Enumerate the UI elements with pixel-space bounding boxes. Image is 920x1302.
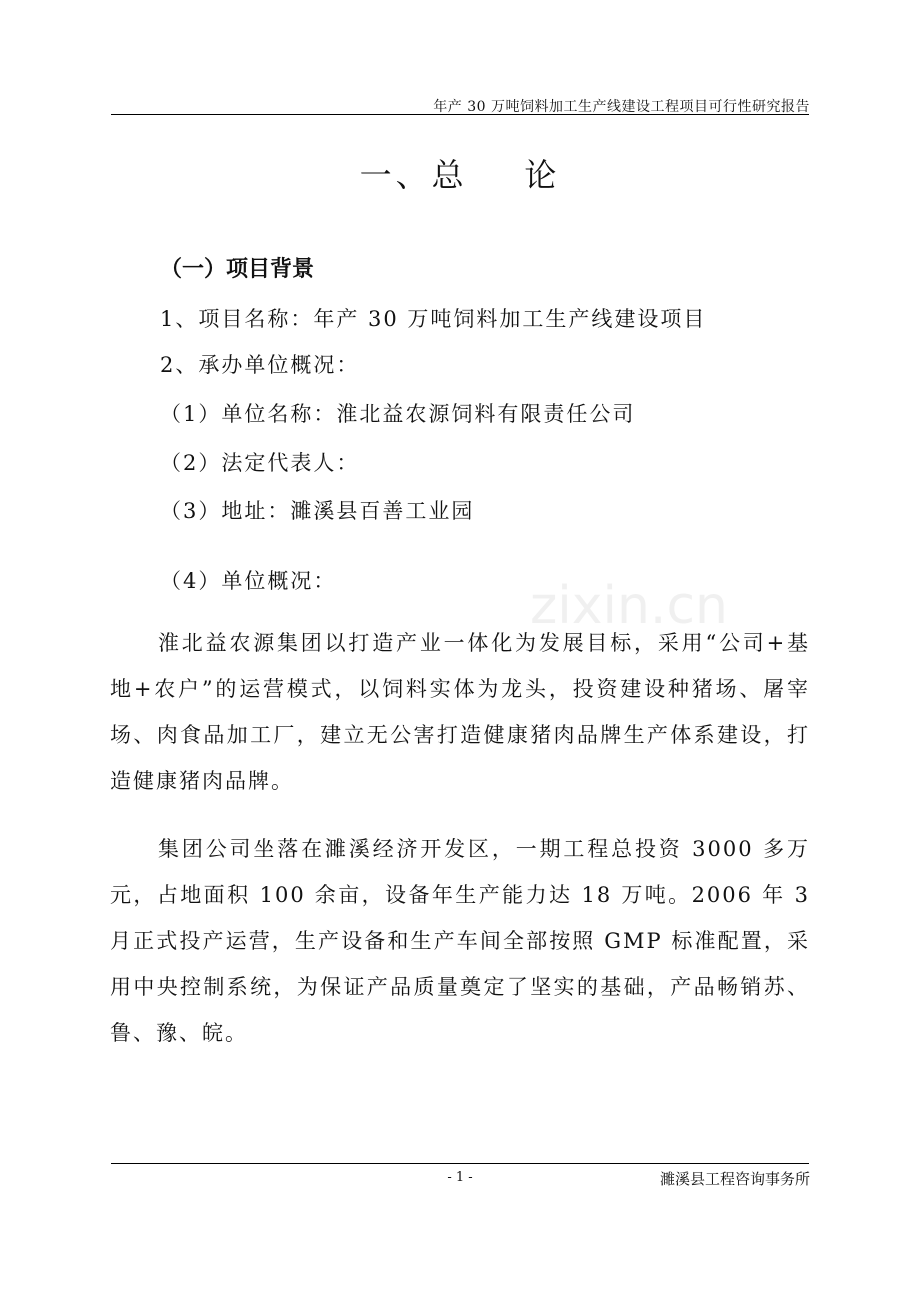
svg-text:zixin.cn: zixin.cn [530, 576, 728, 635]
legal-representative-line: （2）法定代表人： [160, 451, 360, 475]
unit-overview-label: 2、承办单位概况： [160, 353, 360, 377]
unit-description-label: （4）单位概况： [160, 569, 337, 593]
section-heading: （一）项目背景 [160, 257, 315, 282]
header-divider [111, 114, 809, 115]
company-history-paragraph: 集团公司坐落在濉溪经济开发区，一期工程总投资 3000 多万元，占地面积 100 余亩，设备年生产能力达 18 万吨。2006 年 3 月正式投产运营，生产设备和生产车间全部按照 GMP 标准配置，采用中央控制系统，为保证产品质量奠定了坚实的基础，产品畅销苏、鲁、豫、皖。 [110, 837, 810, 1045]
company-intro-paragraph: 淮北益农源集团以打造产业一体化为发展目标，采用“公司+基地+农户”的运营模式，以饲料实体为龙头，投资建设种猪场、屠宰场、肉食品加工厂，建立无公害打造健康猪肉品牌生产体系建设，打造健康猪肉品牌。 [110, 631, 810, 793]
running-header: 年产 30 万吨饲料加工生产线建设工程项目可行性研究报告 [433, 99, 810, 115]
footer-divider [111, 1163, 809, 1164]
address-line: （3）地址：濉溪县百善工业园 [160, 499, 475, 523]
project-name-line: 1、项目名称：年产 30 万吨饲料加工生产线建设项目 [160, 307, 707, 331]
chapter-title: 一、总 论 [359, 156, 561, 194]
unit-name-line: （1）单位名称：淮北益农源饲料有限责任公司 [160, 402, 636, 426]
footer-organization: 濉溪县工程咨询事务所 [659, 1170, 810, 1188]
page-number: - 1 - [447, 1170, 473, 1185]
